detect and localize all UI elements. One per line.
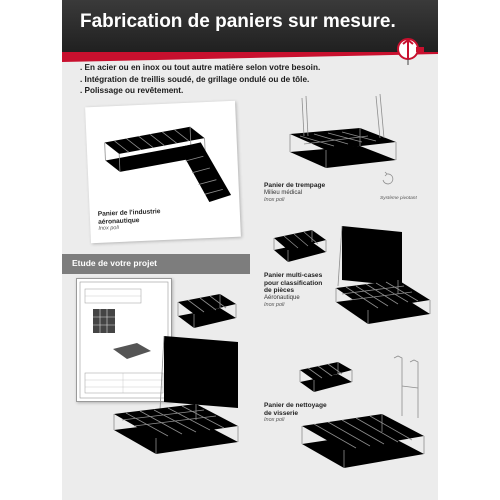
aero-title-line2: aéronautique xyxy=(97,216,140,226)
nettoyage-caption xyxy=(264,402,327,424)
etude-heading: Etude de votre projet xyxy=(72,258,158,268)
multicases-small-basket xyxy=(272,228,328,266)
trempage-basket-illustration xyxy=(284,92,404,172)
feature-item: . Polissage ou revêtement. xyxy=(80,86,184,95)
multicases-large-basket xyxy=(332,222,432,334)
header-bar xyxy=(62,0,438,52)
rotate-note: Système pivotant xyxy=(380,196,417,201)
logo-icon xyxy=(396,34,424,66)
trempage-caption xyxy=(264,182,325,204)
etude-section-bar xyxy=(62,254,250,274)
trempage-sub: Milieu médical xyxy=(264,189,303,196)
nettoyage-note: Inox poli xyxy=(264,417,285,423)
multicases-caption xyxy=(264,272,322,309)
brochure-page xyxy=(62,0,438,500)
feature-item: . Intégration de treillis soudé, de grillage ondulé ou de tôle. xyxy=(80,74,310,84)
aero-basket-illustration xyxy=(94,115,234,217)
etude-large-basket xyxy=(112,334,242,458)
aero-basket-photo xyxy=(85,101,241,243)
multicases-sub: Aéronautique xyxy=(264,294,300,301)
trempage-title: Panier de trempage xyxy=(264,182,326,189)
multicases-note: Inox poli xyxy=(264,301,285,308)
etude-small-basket xyxy=(176,290,238,332)
trempage-note: Inox poli xyxy=(264,196,285,203)
aero-caption xyxy=(98,208,162,233)
multicases-title-line2: pour classification xyxy=(264,279,323,287)
multicases-title: Panier multi-cases xyxy=(264,272,323,279)
aero-title: Panier de l'industrie xyxy=(97,208,161,218)
nettoyage-title: Panier de nettoyage xyxy=(264,402,327,409)
red-accent-stripe xyxy=(62,52,438,62)
feature-item: . En acier ou en inox ou tout autre matière selon votre besoin. xyxy=(80,63,321,72)
page-title: Fabrication de paniers sur mesure. xyxy=(80,11,396,32)
multicases-title-line3: de pièces xyxy=(264,287,295,294)
rotate-arrow-icon xyxy=(380,172,394,186)
aero-note: Inox poli xyxy=(98,224,120,232)
nettoyage-title-line2: de visserie xyxy=(264,409,299,417)
